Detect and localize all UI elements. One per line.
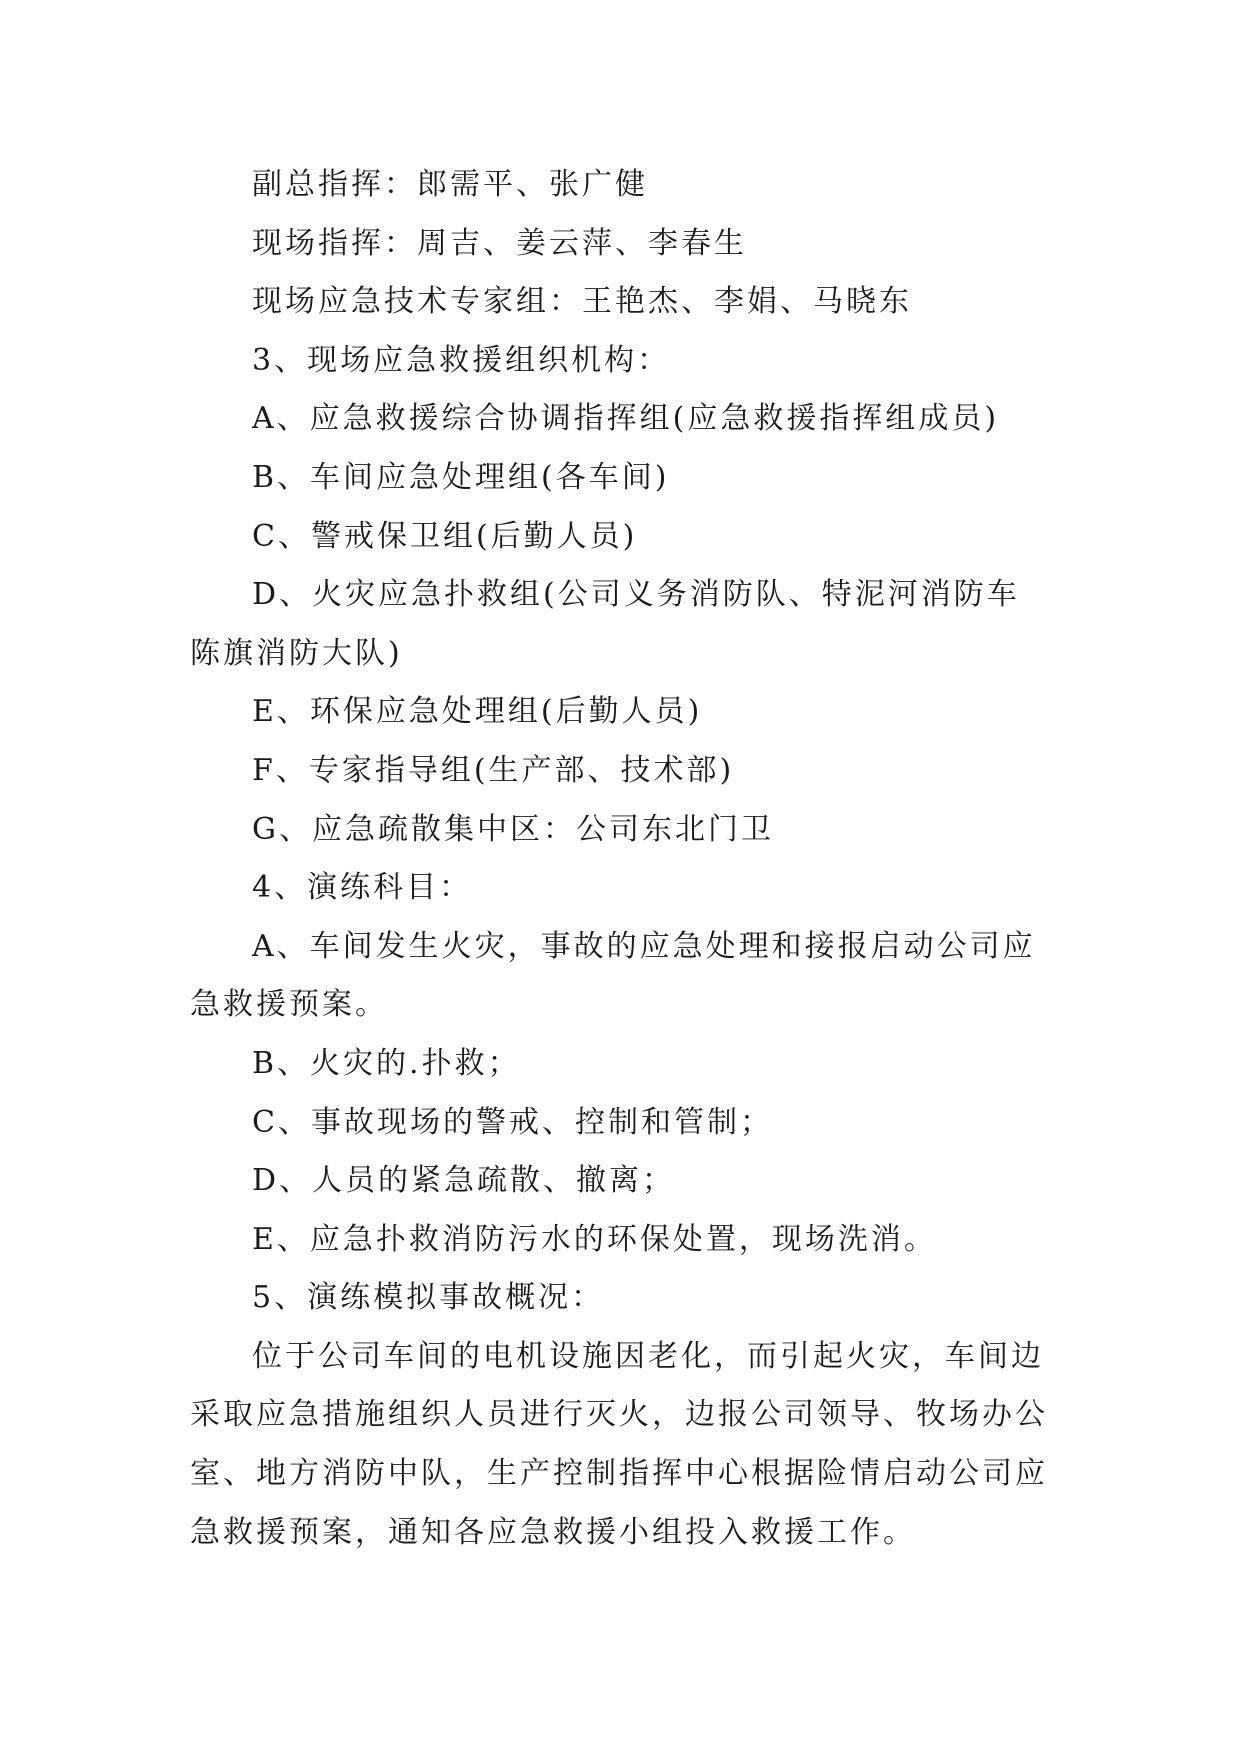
list-item-fire-group: D、火灾应急扑救组(公司义务消防队、特泥河消防车陈旗消防大队) bbox=[190, 577, 1020, 671]
paragraph-deputy-commander: 副总指挥：郎需平、张广健 bbox=[252, 167, 648, 202]
list-item-coordination-group: A、应急救援综合协调指挥组(应急救援指挥组成员) bbox=[252, 401, 1000, 437]
section-heading-organization: 3、现场应急救援组织机构： bbox=[252, 342, 671, 378]
list-item-workshop-group: B、车间应急处理组(各车间) bbox=[252, 459, 670, 495]
list-item-subject-e: E、应急扑救消防污水的环保处置，现场洗消。 bbox=[252, 1221, 937, 1257]
list-item-evacuation-area: G、应急疏散集中区：公司东北门卫 bbox=[252, 811, 774, 847]
list-item-subject-d: D、人员的紧急疏散、撤离； bbox=[252, 1163, 676, 1199]
section-heading-drill-subjects: 4、演练科目： bbox=[252, 870, 473, 906]
list-item-subject-b: B、火灾的.扑救； bbox=[252, 1045, 521, 1081]
paragraph-expert-group: 现场应急技术专家组：王艳杰、李娟、马晓东 bbox=[252, 284, 912, 320]
paragraph-site-commander: 现场指挥：周吉、姜云萍、李春生 bbox=[252, 225, 747, 261]
section-heading-scenario: 5、演练模拟事故概况： bbox=[252, 1280, 605, 1316]
list-item-expert-guidance-group: F、专家指导组(生产部、技术部) bbox=[252, 752, 735, 788]
list-item-security-group: C、警戒保卫组(后勤人员) bbox=[252, 518, 638, 554]
list-item-subject-c: C、事故现场的警戒、控制和管制； bbox=[252, 1104, 773, 1140]
paragraph-scenario-description: 位于公司车间的电机设施因老化，而引起火灾，车间边采取应急措施组织人员进行灭火，边报公司领导、牧场办公室、地方消防中队，生产控制指挥中心根据险情启动公司应急救援预案，通知各应急救援小组投入救援工作。 bbox=[190, 1338, 1048, 1550]
list-item-environment-group: E、环保应急处理组(后勤人员) bbox=[252, 694, 703, 730]
list-item-subject-a: A、车间发生火灾，事故的应急处理和接报启动公司应急救援预案。 bbox=[190, 928, 1036, 1023]
document-body bbox=[190, 156, 1050, 1562]
